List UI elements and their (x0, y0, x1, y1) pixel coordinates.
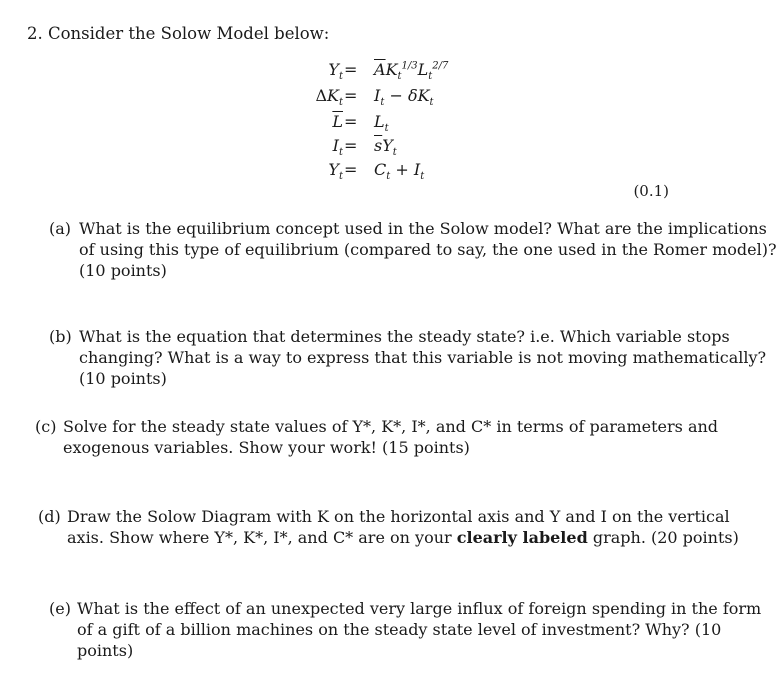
part-text-line-emphasis: axis. Show where Y*, K*, I*, and C* are on your clearly labeled graph. (20 points) (67, 528, 739, 547)
equation-relation: = (344, 136, 358, 155)
equation-rhs: $L_t$ (374, 112, 389, 135)
part-label: (d) (38, 507, 61, 526)
part-text-line: (10 points) (79, 369, 167, 388)
equation-row (0, 112, 695, 136)
part-text-line: What is the effect of an unexpected very large influx of foreign spending in the form (77, 599, 762, 618)
equation-rhs: $\overline{A}K_t^{1/3}L_t^{2/7}$ (374, 60, 449, 83)
equation-row (0, 86, 695, 110)
part-text-line: Draw the Solow Diagram with K on the horizontal axis and Y and I on the vertical (67, 507, 730, 526)
equation-relation: = (344, 112, 358, 131)
part-label: (b) (49, 327, 72, 346)
part-label: (e) (49, 599, 71, 618)
part-text-line: points) (77, 641, 134, 660)
equation-row (0, 60, 695, 84)
part-text-line: (10 points) (79, 261, 167, 280)
part-text-line: Solve for the steady state values of Y*, K*, I*, and C* in terms of parameters and (63, 417, 719, 436)
equation-relation: = (344, 160, 358, 179)
equation-lhs: $I_t$ (332, 136, 343, 159)
part-text-line: What is the equation that determines the steady state? i.e. Which variable stops (79, 327, 730, 346)
part-text-line: of using this type of equilibrium (compared to say, the one used in the Romer model)? (79, 240, 777, 259)
part-text-line: exogenous variables. Show your work! (15 points) (63, 438, 470, 457)
part-label: (a) (49, 219, 72, 238)
part-label: (c) (35, 417, 57, 436)
equation-rhs: $\overline{s}Y_t$ (374, 136, 397, 159)
equation-lhs: $Y_t$ (328, 60, 343, 83)
equation-row (0, 136, 695, 160)
part-text-line: What is the equilibrium concept used in the Solow model? What are the implications (79, 219, 767, 238)
part-text-line: of a gift of a billion machines on the steady state level of investment? Why? (10 (77, 620, 722, 639)
equation-lhs: $\Delta K_t$ (315, 86, 343, 109)
equation-relation: = (344, 86, 358, 105)
equation-number: (0.1) (633, 182, 669, 200)
question-intro: 2. Consider the Solow Model below: (27, 24, 330, 43)
equation-lhs: $Y_t$ (328, 160, 343, 183)
equation-relation: = (344, 60, 358, 79)
equation-lhs: $\overline{L}$ (332, 112, 343, 131)
equation-row (0, 160, 695, 184)
equation-rhs: $C_t + I_t$ (374, 160, 425, 183)
part-text-line: changing? What is a way to express that this variable is not moving mathematically? (79, 348, 767, 367)
equation-rhs: $I_t - \delta K_t$ (374, 86, 434, 109)
